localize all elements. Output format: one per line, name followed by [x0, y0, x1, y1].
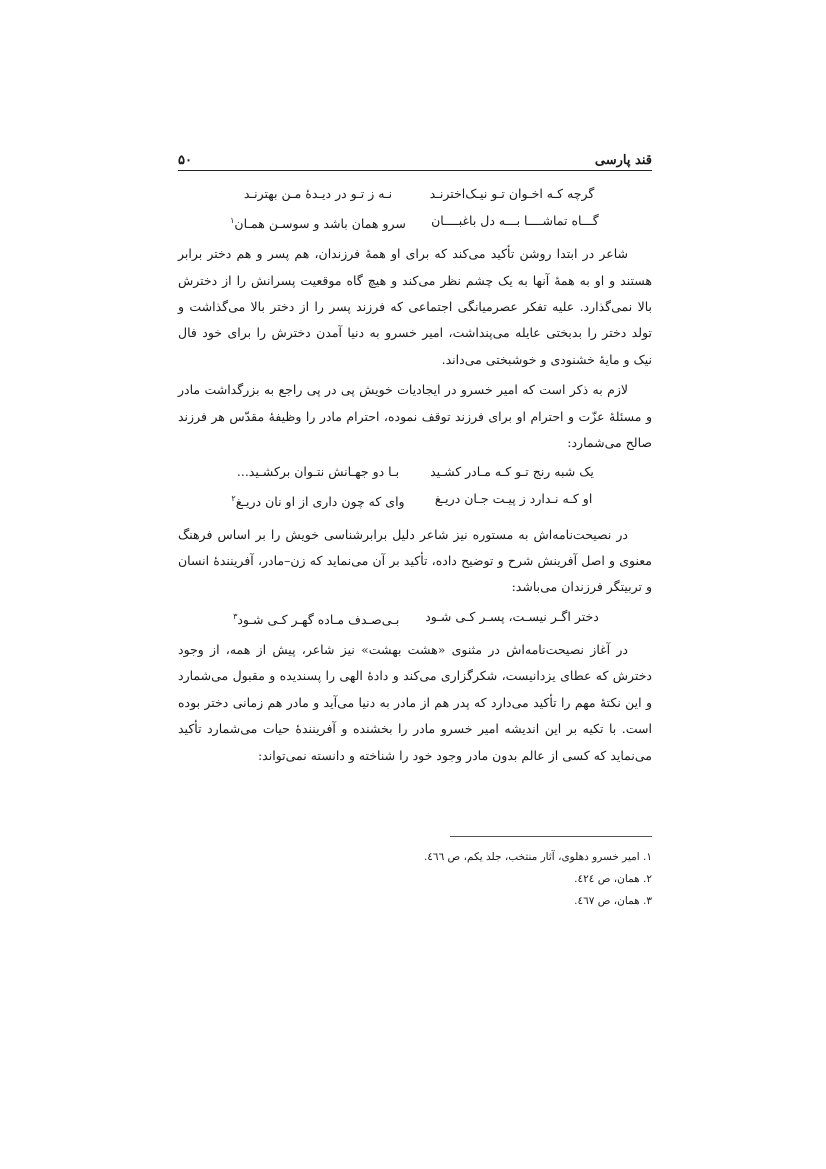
paragraph: در نصیحت‌نامه‌اش به مستوره نیز شاعر دلیل برابرشناسی خویش را بر اساس فرهنگ معنوی و اصل آفرینش شرح و توضیح داده، تأکید بر آن می‌نماید که زن–مادر، آفرینندهٔ انسان و تربیتگر فرزندان می‌باشد:: [178, 526, 652, 595]
hemistich: دختر اگـر نیسـت، پسـر کـی شـود: [425, 608, 599, 624]
verse-line: [178, 458, 652, 485]
page-number: ۵۰: [178, 153, 192, 168]
verse-line: [178, 603, 652, 633]
hemistich: گـــاه تماشــــا بـــه دل باغبــــان: [431, 213, 599, 228]
footnote: ۲. همان، ص ٤٢٤.: [574, 873, 652, 885]
footnote-ref: ۲: [231, 494, 236, 504]
paragraph: در آغاز نصیحت‌نامه‌اش در مثنوی «هشت بهشت» نیز شاعر، پیش از همه، از وجود دخترش که عطای یزدانیست، شکرگزاری می‌کند و دادهٔ الهی را پسندیده و مقبول می‌شمارد و این نکتهٔ مهم را تأکید می‌دارد که پدر هم از مادر به دنیا می‌آید و مادر هم زمانی دختر بوده است. با تکیه بر این اندیشه امیر خسرو مادر را بخشنده و آفرینندهٔ حیات می‌شمارد تأکید می‌نماید که کسی از عالم بدون مادر وجود خود را شناخته و دانسته نمی‌تواند:: [178, 641, 652, 763]
verse-block-1: [178, 180, 652, 237]
verse-block-2: [178, 458, 652, 515]
hemistich: [231, 603, 401, 633]
hemistich: [231, 485, 404, 515]
hemistich: نـه ز تـو در دیـدۀ مـن بهترنـد: [243, 186, 393, 201]
body-text: [178, 180, 652, 769]
footnotes: [178, 846, 652, 912]
verse-block-3: [178, 603, 652, 633]
paragraph: لازم به ذکر است که امیر خسرو در ایجادیات خویش پی در پی راجع به بزرگداشت مادر و مسئلهٔ عزّت و احترام او برای فرزند توقف نموده، احترام مادر را وظیفهٔ مقدّس هر فرزند صالح می‌شمارد:: [178, 382, 652, 450]
page-header: [178, 142, 652, 168]
journal-title: قند پارسی: [594, 153, 652, 168]
hemistich: [230, 207, 406, 237]
hemistich-text: سرو همان باشد و سوسـن همـان: [234, 216, 406, 232]
verse-line: [178, 207, 652, 237]
hemistich: او کـه نـدارد ز پیـت جـان دریـغ: [434, 491, 593, 507]
verse-line: [178, 180, 652, 207]
hemistich-text: وای که چون داری از او نان دریـغ: [235, 494, 405, 510]
paragraph: شاعر در ابتدا روشن تأکید می‌کند که برای او همهٔ فرزندان، هم پسر و هم دختر برابر هستند و او به همهٔ آنها به یک چشم نظر می‌کند و هیچ گاه موقعیت پسرانش را از دخترش بالا نمی‌گذارد. علیه تفکر عصرمیانگی اجتماعی که فرزند پسر را از دختر بالا می‌گذاشت و تولد دختر را بدبختی عایله می‌پنداشت، امیر خسرو به دنیا آمدن دخترش را برای خود فال نیک و مایهٔ خشنودی و خوشبختی می‌داند.: [178, 246, 652, 367]
verse-line: [178, 485, 652, 515]
hemistich: بـا دو جهـانش نتـوان برکشـید...: [236, 464, 400, 480]
footnote-rule: [450, 836, 652, 837]
footnote-ref: ۱: [230, 216, 235, 225]
hemistich-text: بـی‌صـدف مـاده گهـر کـی شـود: [237, 611, 400, 627]
footnote-ref: ۳: [233, 611, 238, 621]
hemistich: یک شبه رنج تـو کـه مـادر کشـید: [430, 464, 594, 480]
hemistich: گرچه کـه اخـوان تـو نیـک‌اخترنـد: [429, 186, 595, 201]
footnote: ۳. همان، ص ٤٦٧.: [574, 895, 652, 907]
footnote: ۱. امیر خسرو دهلوی، آثار منتخب، جلد یکم، ص ٤٦٦.: [423, 851, 652, 863]
header-rule: [178, 170, 652, 171]
